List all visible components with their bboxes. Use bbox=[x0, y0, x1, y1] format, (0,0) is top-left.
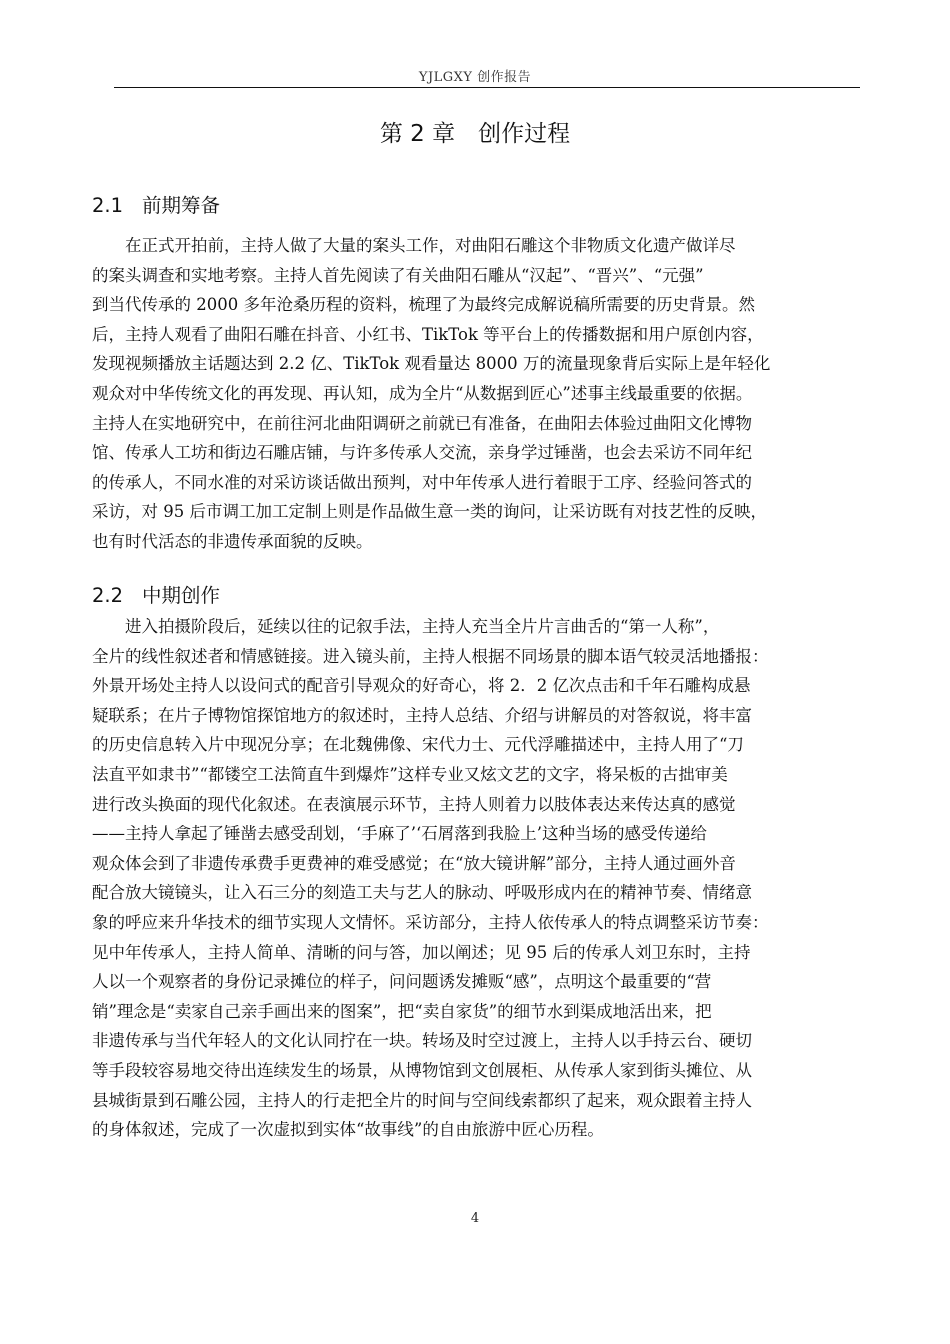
text-line: 等手段较容易地交待出连续发生的场景，从博物馆到文创展柜、从传承人家到街头摊位、从 bbox=[92, 1060, 752, 1080]
text-line: 后，主持人观看了曲阳石雕在抖音、小红书、TikTok 等平台上的传播数据和用户原创内容， bbox=[92, 324, 764, 344]
text-line: 观众对中华传统文化的再发现、再认知，成为全片“从数据到匠心”述事主线最重要的依据。 bbox=[92, 383, 753, 403]
text-line: 法直平如隶书”“都镂空工法简直牛到爆炸”这样专业又炫文艺的文字，将呆板的古拙审美 bbox=[92, 764, 728, 784]
text-line: 人以一个观察者的身份记录摊位的样子，问问题诱发摊贩“感”，点明这个最重要的“营 bbox=[92, 972, 712, 992]
section-2-1-body bbox=[92, 231, 862, 557]
section-2-2-body bbox=[92, 612, 862, 1145]
section-heading-2-1 bbox=[92, 190, 220, 218]
header-rule bbox=[114, 87, 860, 88]
chapter-title: 第 2 章 创作过程 bbox=[379, 121, 571, 147]
text-line: 全片的线性叙述者和情感链接。进入镜头前，主持人根据不同场景的脚本语气较灵活地播报： bbox=[92, 646, 769, 666]
page-number: 4 bbox=[470, 1211, 480, 1226]
text-line: 县城街景到石雕公园，主持人的行走把全片的时间与空间线索都织了起来，观众跟着主持人 bbox=[92, 1090, 752, 1110]
text-line: 也有时代活态的非遗传承面貌的反映。 bbox=[92, 531, 373, 551]
text-line: 观众体会到了非遗传承费手更费神的难受感觉；在“放大镜讲解”部分，主持人通过画外音 bbox=[92, 853, 736, 873]
text-line: ——主持人拿起了锤凿去感受刮划，‘手麻了’‘石屑落到我脸上’这种当场的感受传递给 bbox=[92, 824, 707, 844]
section-number: 2.1 bbox=[92, 194, 124, 217]
text-line: 见中年传承人，主持人简单、清晰的问与答，加以阐述；见 95 后的传承人刘卫东时，主持 bbox=[92, 942, 751, 962]
text-line: 非遗传承与当代年轻人的文化认同拧在一块。转场及时空过渡上，主持人以手持云台、硬切 bbox=[92, 1031, 752, 1051]
text-line: 配合放大镜镜头，让入石三分的刻造工夫与艺人的脉动、呼吸形成内在的精神节奏、情绪意 bbox=[92, 883, 752, 903]
text-line: 销”理念是“卖家自己亲手画出来的图案”，把“卖自家货”的细节水到渠成地活出来，把 bbox=[92, 1001, 712, 1021]
text-line: 的历史信息转入片中现况分享；在北魏佛像、宋代力士、元代浮雕描述中，主持人用了“刀 bbox=[92, 735, 744, 755]
section-title: 中期创作 bbox=[142, 584, 221, 607]
text-line: 发现视频播放主话题达到 2.2 亿、TikTok 观看量达 8000 万的流量现象背后实际上是年轻化 bbox=[92, 354, 771, 374]
text-line: 外景开场处主持人以设问式的配音引导观众的好奇心，将 2．2 亿次点击和千年石雕构成悬 bbox=[92, 676, 751, 696]
section-number: 2.2 bbox=[92, 584, 124, 607]
section-title: 前期筹备 bbox=[142, 194, 221, 217]
text-line: 象的呼应来升华技术的细节实现人文情怀。采访部分，主持人依传承人的特点调整采访节奏： bbox=[92, 912, 769, 932]
text-line: 到当代传承的 2000 多年沧桑历程的资料，梳理了为最终完成解说稿所需要的历史背景。然 bbox=[92, 295, 755, 315]
text-line: 的案头调查和实地考察。主持人首先阅读了有关曲阳石雕从“汉起”、“晋兴”、“元强” bbox=[92, 265, 704, 285]
text-line: 进行改头换面的现代化叙述。在表演展示环节，主持人则着力以肢体表达来传达真的感觉 bbox=[92, 794, 736, 814]
text-line: 主持人在实地研究中，在前往河北曲阳调研之前就已有准备，在曲阳去体验过曲阳文化博物 bbox=[92, 413, 752, 433]
text-line: 在正式开拍前，主持人做了大量的案头工作，对曲阳石雕这个非物质文化遗产做详尽 bbox=[92, 236, 736, 255]
text-line: 馆、传承人工坊和街边石雕店铺，与许多传承人交流，亲身学过锤凿，也会去采访不同年纪 bbox=[92, 443, 752, 463]
running-header: YJLGXY 创作报告 bbox=[418, 70, 532, 85]
text-line: 采访，对 95 后市调工加工定制上则是作品做生意一类的询问，让采访既有对技艺性的反映， bbox=[92, 502, 767, 522]
text-line: 的传承人，不同水准的对采访谈话做出预判，对中年传承人进行着眼于工序、经验问答式的 bbox=[92, 472, 752, 492]
section-heading-2-2 bbox=[92, 580, 220, 608]
text-line: 的身体叙述，完成了一次虚拟到实体“故事线”的自由旅游中匠心历程。 bbox=[92, 1120, 604, 1140]
text-line: 疑联系；在片子博物馆探馆地方的叙述时，主持人总结、介绍与讲解员的对答叙说，将丰富 bbox=[92, 705, 752, 725]
text-line: 进入拍摄阶段后，延续以往的记叙手法，主持人充当全片片言曲舌的“第一人称”， bbox=[92, 617, 720, 636]
